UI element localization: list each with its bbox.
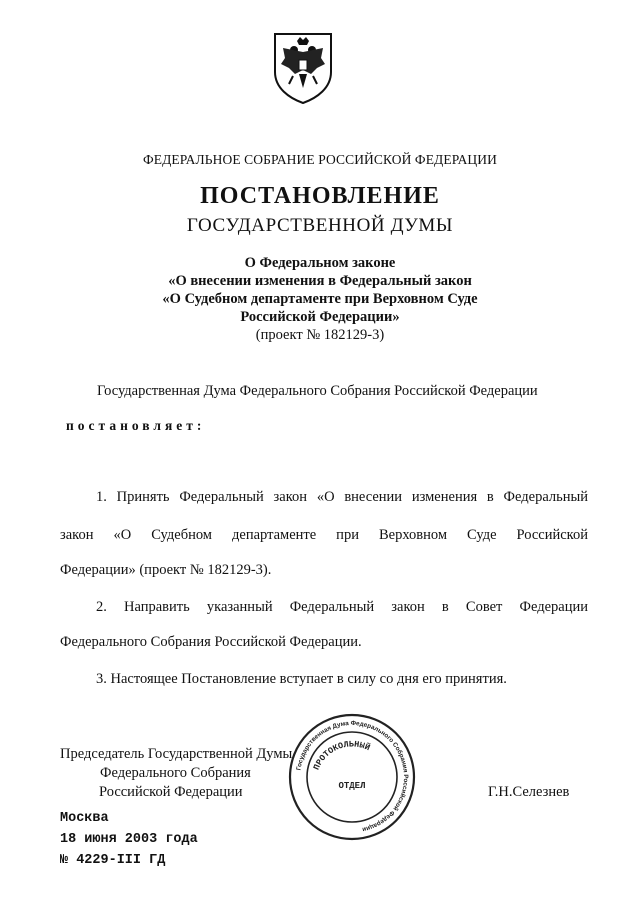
stamp-inner-middle-text: ОТДЕЛ (338, 781, 366, 791)
russian-coat-of-arms-icon (269, 28, 337, 106)
document-type: ПОСТАНОВЛЕНИЕ (200, 183, 440, 209)
signer-position (60, 745, 292, 802)
preamble-text: Государственная Дума Федерального Собрания Российской Федерации (97, 383, 538, 399)
signer-position-line: Федерального Собрания (100, 765, 251, 781)
organization-name: ФЕДЕРАЛЬНОЕ СОБРАНИЕ РОССИЙСКОЙ ФЕДЕРАЦИИ (143, 152, 497, 167)
item-2-line-1: 2. Направить указанный Федеральный закон в Совет Федерации (96, 599, 588, 615)
signer-position-line: Российской Федерации (99, 784, 243, 800)
bill-line: Российской Федерации» (240, 309, 400, 325)
item-1-line-3: Федерации» (проект № 182129-3). (60, 562, 272, 578)
decree-word: постановляет: (66, 418, 206, 433)
footer-date: 18 июня 2003 года (60, 832, 198, 847)
footer-city: Москва (60, 811, 109, 826)
item-2-line-2: Федерального Собрания Российской Федерации. (60, 634, 362, 650)
protocol-department-stamp (287, 712, 417, 842)
bill-line: «О внесении изменения в Федеральный закон (168, 273, 472, 289)
issuer-name: ГОСУДАРСТВЕННОЙ ДУМЫ (186, 215, 454, 236)
bill-line: «О Судебном департаменте при Верховном Суде (162, 291, 478, 307)
footer-number: № 4229-III ГД (60, 853, 166, 868)
bill-project-number: (проект № 182129-3) (255, 327, 385, 343)
item-1-line-2: закон «О Судебном департаменте при Верховном Суде Российской (60, 527, 588, 543)
svg-text:Государственная Дума Федеральн (295, 720, 409, 833)
document-footer (60, 808, 198, 871)
signer-name: Г.Н.Селезнев (488, 784, 570, 800)
item-3-line-1: 3. Настоящее Постановление вступает в силу со дня его принятия. (96, 671, 507, 687)
signer-position-line: Председатель Государственной Думы (60, 746, 293, 762)
bill-line: О Федеральном законе (244, 255, 396, 271)
stamp-outer-text: Государственная Дума Федерального Собрания Российской Федерации (295, 719, 410, 833)
item-1-line-1: 1. Принять Федеральный закон «О внесении изменения в Федеральный (96, 489, 588, 505)
stamp-inner-top-text: ПРОТОКОЛЬНЫЙ (311, 739, 372, 772)
bill-heading (0, 254, 640, 344)
